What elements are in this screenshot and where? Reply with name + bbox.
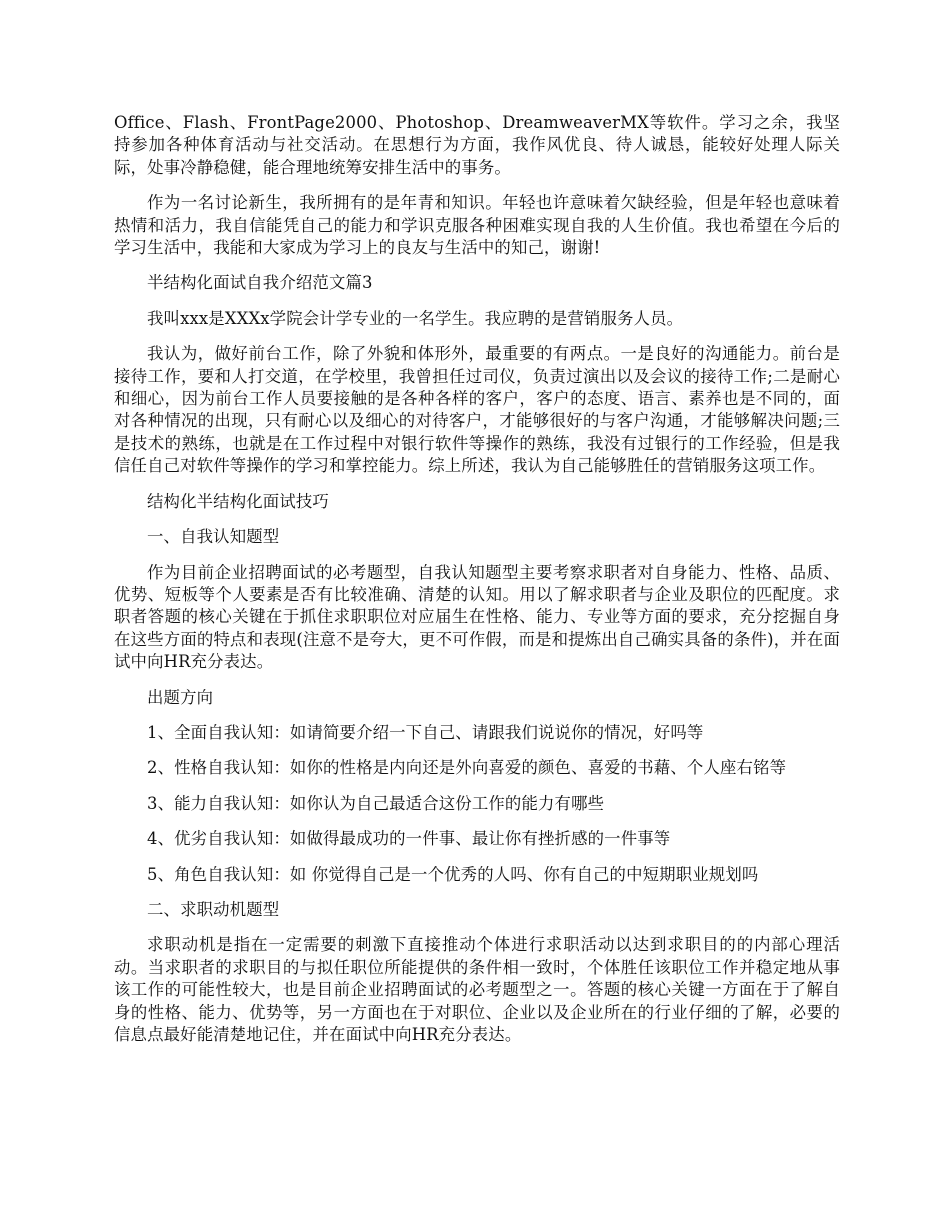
document-page [114, 112, 840, 1059]
section-heading-sample-3: 半结构化面试自我介绍范文篇3 [147, 273, 373, 293]
paragraph-front-desk: 我认为，做好前台工作，除了外貌和体形外，最重要的有两点。一是良好的沟通能力。前台是接待工作，要和人打交道，在学校里，我曾担任过司仪，负责过演出以及会议的接待工作;二是耐心和细心，因为前台工作人员要接触的是各种各样的客户，客户的态度、语言、素养也是不同的，面对各种情况的出现，只有耐心以及细心的对待客户，才能够很好的与客户沟通，才能够解决问题;三是技术的熟练，也就是在工作过程中对银行软件等操作的熟练，我没有过银行的工作经验，但是我信任自己对软件等操作的学习和掌控能力。综上所述，我认为自己能够胜任的营销服务这项工作。 [114, 344, 840, 476]
paragraph-self-intro: 我叫xxx是XXXx学院会计学专业的一名学生。我应聘的是营销服务人员。 [147, 308, 684, 328]
paragraph-closing-remarks: 作为一名讨论新生，我所拥有的是年青和知识。年轻也许意味着欠缺经验，但是年轻也意味着热情和活力，我自信能凭自己的能力和学识克服各种困难实现自我的人生价值。我也希望在今后的学习生活中，我能和大家成为学习上的良友与生活中的知己，谢谢! [114, 193, 840, 258]
list-item-2: 2、性格自我认知：如你的性格是内向还是外向喜爱的颜色、喜爱的书藉、个人座右铭等 [147, 758, 787, 778]
list-item-4: 4、优劣自我认知：如做得最成功的一件事、最让你有挫折感的一件事等 [147, 829, 671, 849]
section-heading-interview-tips: 结构化半结构化面试技巧 [147, 491, 329, 511]
subheading-question-direction: 出题方向 [147, 687, 214, 707]
paragraph-software-skills: Office、Flash、FrontPage2000、Photoshop、DreamweaverMX等软件。学习之余，我坚持参加各种体育活动与社交活动。在思想行为方面，我作风优良、待人诚恳，能较好处理人际关际，处事冷静稳健，能合理地统筹安排生活中的事务。 [114, 113, 840, 177]
paragraph-self-cognition: 作为目前企业招聘面试的必考题型，自我认知题型主要考察求职者对自身能力、性格、品质、优势、短板等个人要素是否有比较准确、清楚的认知。用以了解求职者与企业及职位的匹配度。求职者答题的核心关键在于抓住求职职位对应届生在性格、能力、专业等方面的要求，充分挖掘自身在这些方面的特点和表现(注意不是夸大，更不可作假，而是和提炼出自己确实具备的条件)，并在面试中向HR充分表达。 [114, 562, 840, 672]
list-item-3: 3、能力自我认知：如你认为自己最适合这份工作的能力有哪些 [147, 793, 605, 813]
list-item-5: 5、角色自我认知：如 你觉得自己是一个优秀的人吗、你有自己的中短期职业规划吗 [147, 864, 759, 884]
subheading-job-motivation: 二、求职动机题型 [147, 899, 280, 919]
subheading-self-cognition: 一、自我认知题型 [147, 527, 280, 547]
list-item-1: 1、全面自我认知：如请简要介绍一下自己、请跟我们说说你的情况，好吗等 [147, 722, 704, 742]
paragraph-job-motivation: 求职动机是指在一定需要的刺激下直接推动个体进行求职活动以达到求职目的的内部心理活动。当求职者的求职目的与拟任职位所能提供的条件相一致时，个体胜任该职位工作并稳定地从事该工作的可能性较大，也是目前企业招聘面试的必考题型之一。答题的核心关键一方面在于了解自身的性格、能力、优势等，另一方面也在于对职位、企业以及企业所在的行业仔细的了解，必要的信息点最好能清楚地记住，并在面试中向HR充分表达。 [114, 935, 840, 1044]
